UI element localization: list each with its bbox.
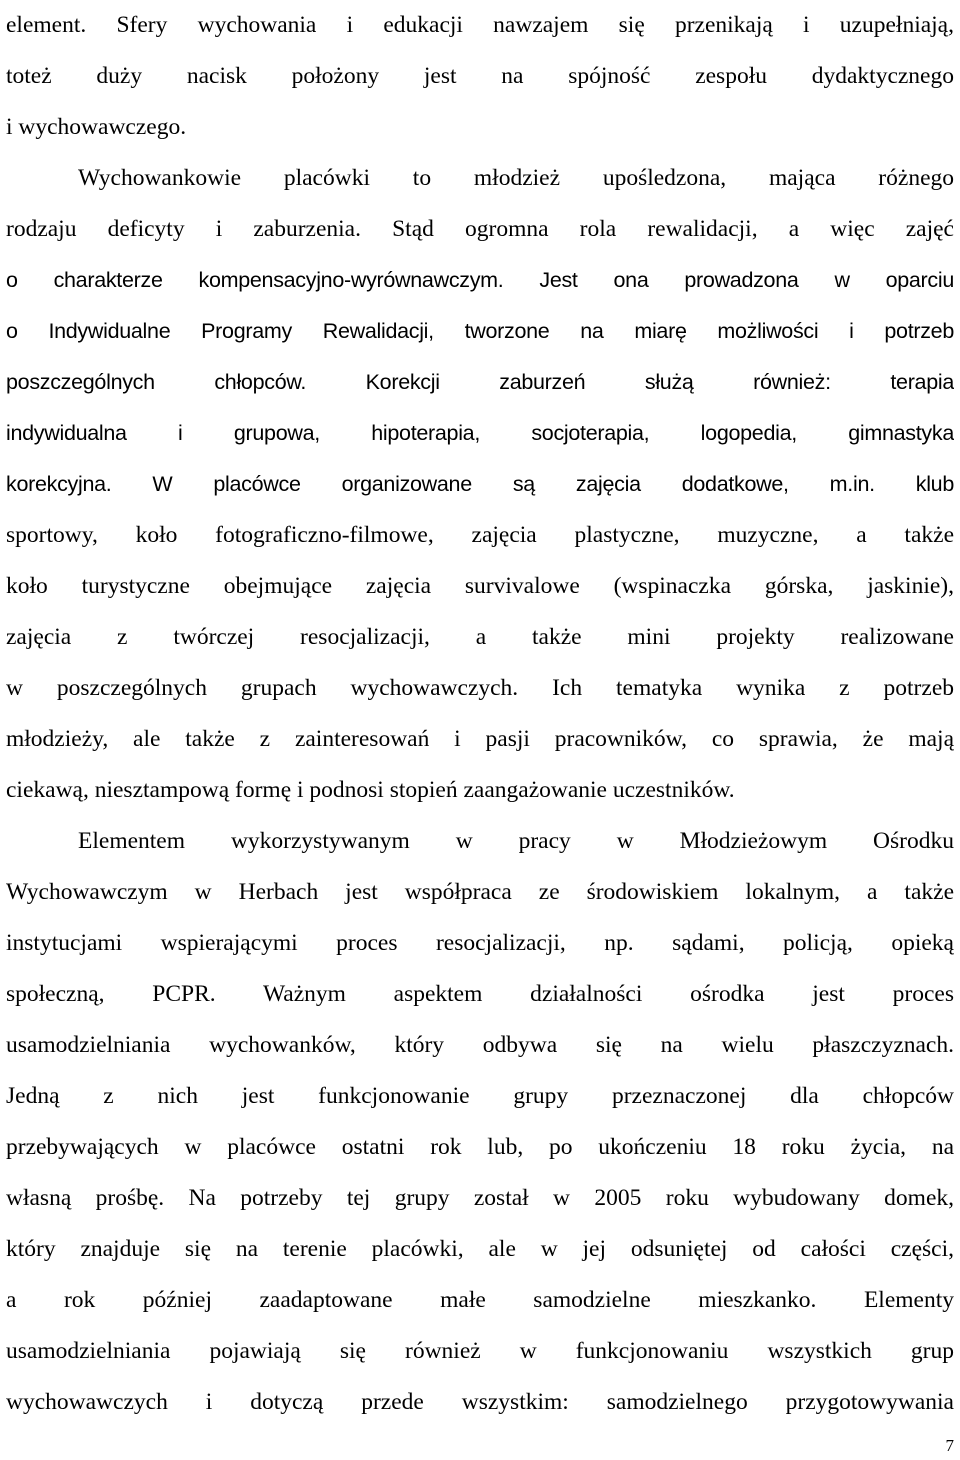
text-line: rodzaju deficyty i zaburzenia. Stąd ogromna rola rewalidacji, a więc zajęć [6, 216, 954, 242]
text-line: własną prośbę. Na potrzeby tej grupy został w 2005 roku wybudowany domek, [6, 1185, 954, 1211]
text-line: Elementem wykorzystywanym w pracy w Młodzieżowym Ośrodku [78, 828, 954, 854]
text-line: a rok później zaadaptowane małe samodzielne mieszkanko. Elementy [6, 1287, 954, 1313]
text-line: usamodzielniania pojawiają się również w funkcjonowaniu wszystkich grup [6, 1338, 954, 1364]
body-text [6, 0, 954, 1428]
text-line: usamodzielniania wychowanków, który odbywa się na wielu płaszczyznach. [6, 1032, 954, 1058]
page-number: 7 [945, 1436, 954, 1455]
text-line: który znajduje się na terenie placówki, ale w jej odsuniętej od całości części, [6, 1236, 954, 1262]
text-line: Jedną z nich jest funkcjonowanie grupy przeznaczonej dla chłopców [6, 1083, 954, 1109]
text-line: toteż duży nacisk położony jest na spójność zespołu dydaktycznego [6, 63, 954, 89]
text-line: zajęcia z twórczej resocjalizacji, a także mini projekty realizowane [6, 624, 954, 650]
text-line: w poszczególnych grupach wychowawczych. Ich tematyka wynika z potrzeb [6, 675, 954, 701]
text-line: o charakterze kompensacyjno-wyrównawczym. Jest ona prowadzona w oparciu [6, 268, 954, 292]
text-line: o Indywidualne Programy Rewalidacji, tworzone na miarę możliwości i potrzeb [6, 319, 954, 343]
text-line: instytucjami wspierającymi proces resocjalizacji, np. sądami, policją, opieką [6, 930, 954, 956]
text-line: przebywających w placówce ostatni rok lub, po ukończeniu 18 roku życia, na [6, 1134, 954, 1160]
text-line: indywidualna i grupowa, hipoterapia, socjoterapia, logopedia, gimnastyka [6, 421, 954, 445]
text-line: element. Sfery wychowania i edukacji nawzajem się przenikają i uzupełniają, [6, 12, 954, 38]
text-line: ciekawą, niesztampową formę i podnosi stopień zaangażowanie uczestników. [6, 777, 735, 803]
text-line: i wychowawczego. [6, 114, 187, 140]
text-line: koło turystyczne obejmujące zajęcia survivalowe (wspinaczka górska, jaskinie), [6, 573, 954, 599]
text-line: młodzieży, ale także z zainteresowań i pasji pracowników, co sprawia, że mają [6, 726, 954, 752]
text-line: Wychowankowie placówki to młodzież upośledzona, mająca różnego [78, 165, 954, 191]
text-line: Wychowawczym w Herbach jest współpraca ze środowiskiem lokalnym, a także [6, 879, 954, 905]
text-line: wychowawczych i dotyczą przede wszystkim: samodzielnego przygotowywania [6, 1389, 954, 1415]
text-line: sportowy, koło fotograficzno-filmowe, zajęcia plastyczne, muzyczne, a także [6, 522, 954, 548]
text-line: społeczną, PCPR. Ważnym aspektem działalności ośrodka jest proces [6, 981, 954, 1007]
text-line: korekcyjna. W placówce organizowane są zajęcia dodatkowe, m.in. klub [6, 472, 954, 496]
text-line: poszczególnych chłopców. Korekcji zaburzeń służą również: terapia [6, 370, 954, 394]
